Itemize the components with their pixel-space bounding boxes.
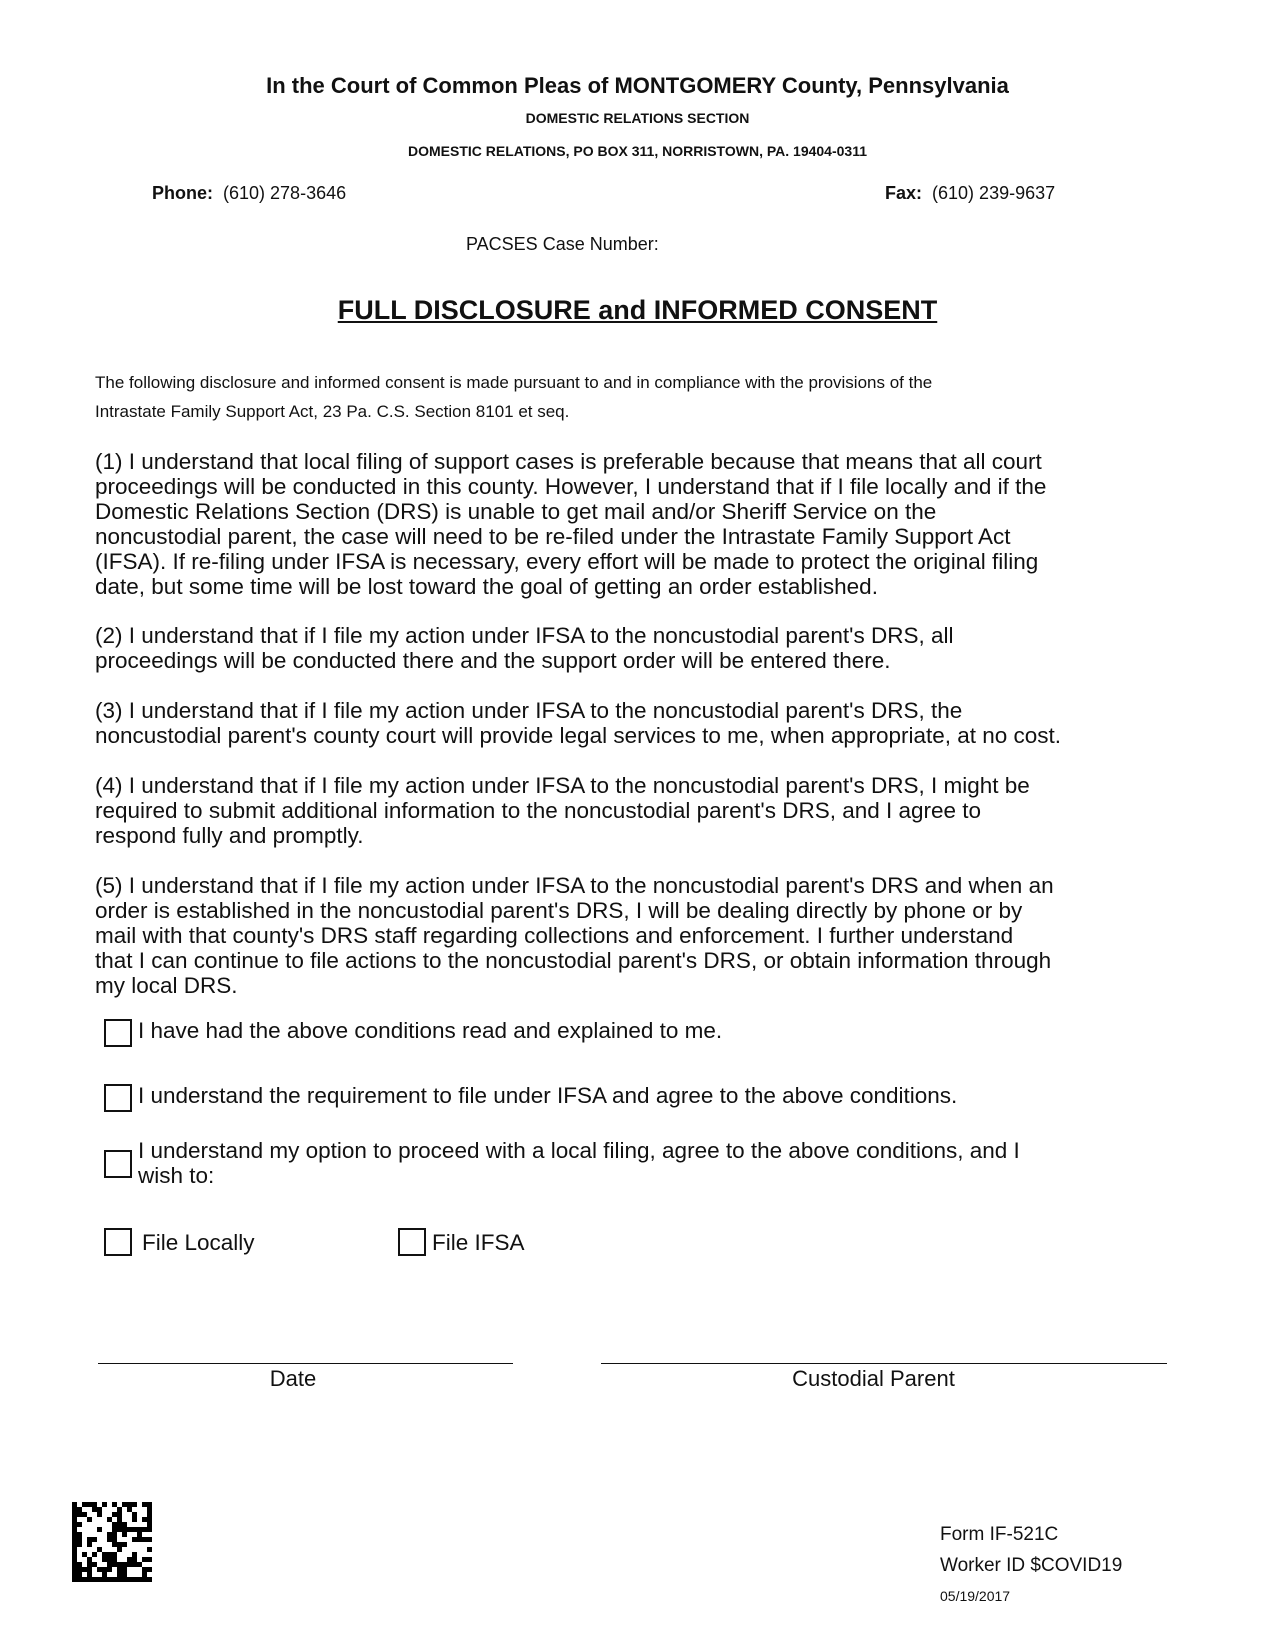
section-heading: DOMESTIC RELATIONS SECTION [525, 110, 750, 126]
parent-signature-line[interactable] [601, 1363, 1167, 1364]
text-line: (4) I understand that if I file my action under IFSA to the noncustodial parent's DRS, I might be [95, 773, 1030, 798]
text-line: that I can continue to file actions to the noncustodial parent's DRS, or obtain information through [95, 948, 1052, 973]
text-line: mail with that county's DRS staff regarding collections and enforcement. I further understand [95, 923, 1014, 948]
case-number-label: PACSES Case Number: [466, 234, 659, 254]
file-locally-label: File Locally [142, 1230, 255, 1255]
text-line: (5) I understand that if I file my action under IFSA to the noncustodial parent's DRS and when an [95, 873, 1054, 898]
intro-line: Intrastate Family Support Act, 23 Pa. C.S. Section 8101 et seq. [95, 402, 570, 421]
date-label: Date [269, 1366, 317, 1391]
form-date: 05/19/2017 [940, 1588, 1011, 1604]
text-line: my local DRS. [95, 973, 238, 998]
paragraph-4 [95, 773, 1030, 848]
read-explained-label: I have had the above conditions read and explained to me. [138, 1018, 723, 1043]
file-ifsa-checkbox[interactable] [398, 1228, 426, 1256]
intro-text [95, 368, 932, 426]
local-option-checkbox[interactable] [104, 1150, 132, 1178]
ifsa-agree-checkbox[interactable] [104, 1084, 132, 1112]
text-line: wish to: [138, 1163, 215, 1188]
text-line: I understand my option to proceed with a local filing, agree to the above conditions, and I [138, 1138, 1020, 1163]
intro-line: The following disclosure and informed consent is made pursuant to and in compliance with the provisions of the [95, 373, 933, 392]
form-number: Form IF-521C [940, 1524, 1059, 1545]
fax-value: (610) 239-9637 [932, 183, 1056, 203]
address: DOMESTIC RELATIONS, PO BOX 311, NORRISTOWN, PA. 19404-0311 [407, 143, 867, 159]
text-line: (2) I understand that if I file my action under IFSA to the noncustodial parent's DRS, all [95, 623, 954, 648]
text-line: noncustodial parent's county court will provide legal services to me, when appropriate, at no cost. [95, 723, 1062, 748]
text-line: noncustodial parent, the case will need to be re-filed under the Intrastate Family Support Act [95, 524, 1011, 549]
barcode-icon [72, 1502, 152, 1582]
court-heading: In the Court of Common Pleas of MONTGOMERY County, Pennsylvania [266, 73, 1009, 98]
text-line: (IFSA). If re-filing under IFSA is necessary, every effort will be made to protect the original filing [95, 549, 1039, 574]
fax-label: Fax: [885, 183, 923, 203]
text-line: (3) I understand that if I file my action under IFSA to the noncustodial parent's DRS, the [95, 698, 963, 723]
phone-label: Phone: [152, 183, 213, 203]
phone-value: (610) 278-3646 [223, 183, 347, 203]
text-line: date, but some time will be lost toward the goal of getting an order established. [95, 574, 878, 599]
document-title: FULL DISCLOSURE and INFORMED CONSENT [337, 295, 938, 325]
date-signature-line[interactable] [98, 1363, 513, 1364]
worker-id: Worker ID $COVID19 [940, 1555, 1123, 1576]
local-option-label [138, 1138, 1020, 1188]
text-line: required to submit additional information to the noncustodial parent's DRS, and I agree to [95, 798, 982, 823]
file-locally-checkbox[interactable] [104, 1228, 132, 1256]
text-line: (1) I understand that local filing of support cases is preferable because that means that all court [95, 449, 1042, 474]
file-ifsa-label: File IFSA [432, 1230, 525, 1255]
text-line: proceedings will be conducted in this county. However, I understand that if I file locally and if the [95, 474, 1047, 499]
custodial-parent-label: Custodial Parent [792, 1366, 955, 1391]
read-explained-checkbox[interactable] [104, 1019, 132, 1047]
text-line: Domestic Relations Section (DRS) is unable to get mail and/or Sheriff Service on the [95, 499, 937, 524]
ifsa-agree-label: I understand the requirement to file under IFSA and agree to the above conditions. [138, 1083, 958, 1108]
phone [152, 183, 346, 204]
text-line: order is established in the noncustodial parent's DRS, I will be dealing directly by phone or by [95, 898, 1023, 923]
paragraph-2 [95, 623, 954, 673]
paragraph-3 [95, 698, 1061, 748]
text-line: respond fully and promptly. [95, 823, 364, 848]
paragraph-5 [95, 873, 1054, 998]
text-line: proceedings will be conducted there and the support order will be entered there. [95, 648, 891, 673]
paragraph-1 [95, 449, 1046, 599]
fax [885, 183, 1055, 204]
